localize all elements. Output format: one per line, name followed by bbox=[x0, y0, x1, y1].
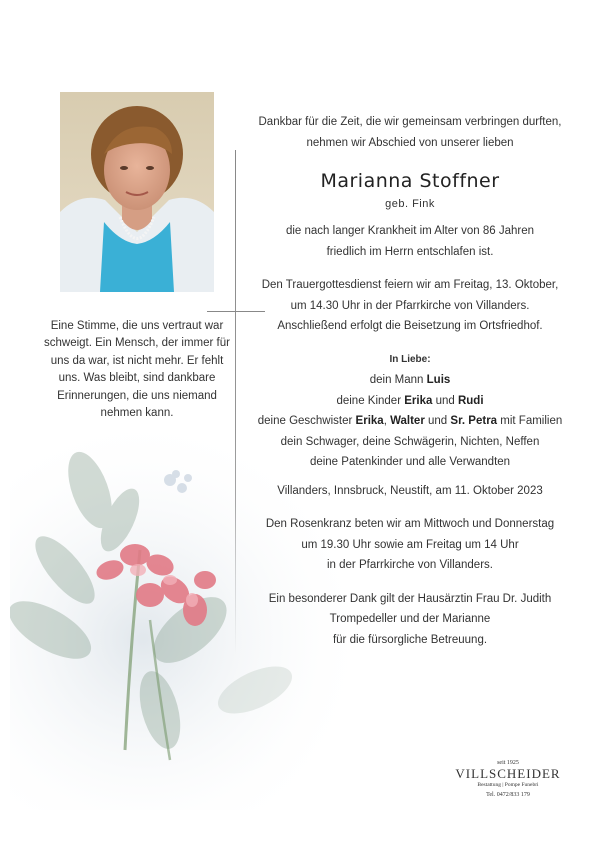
logo-since: seit 1925 bbox=[497, 760, 519, 766]
memorial-quote: Eine Stimme, die uns vertraut war schweigt. Ein Mensch, der immer für uns da war, ist nicht mehr. Er fehlt uns. Was bleibt, sind dankbare Erinnerungen, die uns niemand nehmen kann. bbox=[44, 320, 230, 420]
thanks-line: für die fürsorgliche Betreuung. bbox=[332, 633, 488, 646]
logo-phone: Tel. 0472/833 179 bbox=[486, 792, 530, 798]
service-line: um 14.30 Uhr in der Pfarrkirche von Villanders. bbox=[290, 299, 530, 312]
intro-line: nehmen wir Abschied von unserer lieben bbox=[306, 136, 514, 149]
mourner-godchildren: deine Patenkinder und alle Verwandten bbox=[309, 456, 511, 468]
notice-text bbox=[250, 112, 570, 650]
rosary-line: in der Pfarrkirche von Villanders. bbox=[327, 559, 493, 571]
logo-brand: VILLSCHEIDER bbox=[455, 766, 561, 781]
in-love-heading: In Liebe: bbox=[389, 353, 431, 365]
mourner-inlaws: dein Schwager, deine Schwägerin, Nichten, Neffen bbox=[280, 435, 540, 448]
maiden-name: geb. Fink bbox=[385, 198, 435, 210]
service-line: Anschließend erfolgt die Beisetzung im Ortsfriedhof. bbox=[277, 320, 543, 332]
funeral-home-logo bbox=[453, 759, 563, 800]
death-line: friedlich im Herrn entschlafen ist. bbox=[326, 245, 494, 258]
mourner-siblings: deine Geschwister Erika, Walter und Sr. Petra mit Familien bbox=[257, 415, 563, 427]
rosary-line: um 19.30 Uhr sowie am Freitag um 14 Uhr bbox=[301, 538, 519, 551]
logo-subtitle: Bestattung | Pompe Funebri bbox=[477, 782, 539, 788]
place-date: Villanders, Innsbruck, Neustift, am 11. Oktober 2023 bbox=[277, 484, 543, 497]
rosary-line: Den Rosenkranz beten wir am Mittwoch und Donnerstag bbox=[265, 518, 555, 530]
intro-line: Dankbar für die Zeit, die wir gemeinsam verbringen durften, bbox=[258, 116, 562, 128]
service-line: Den Trauergottesdienst feiern wir am Freitag, 13. Oktober, bbox=[261, 279, 559, 291]
thanks-line: Trompedeller und der Marianne bbox=[329, 613, 491, 625]
deceased-name: Marianna Stoffner bbox=[320, 170, 500, 192]
mourner-children: deine Kinder Erika und Rudi bbox=[336, 394, 484, 407]
death-line: die nach langer Krankheit im Alter von 86 Jahren bbox=[285, 225, 535, 237]
thanks-line: Ein besonderer Dank gilt der Hausärztin Frau Dr. Judith bbox=[268, 592, 552, 605]
mourner-husband: dein Mann Luis bbox=[369, 374, 451, 386]
portrait-photo bbox=[60, 92, 214, 292]
